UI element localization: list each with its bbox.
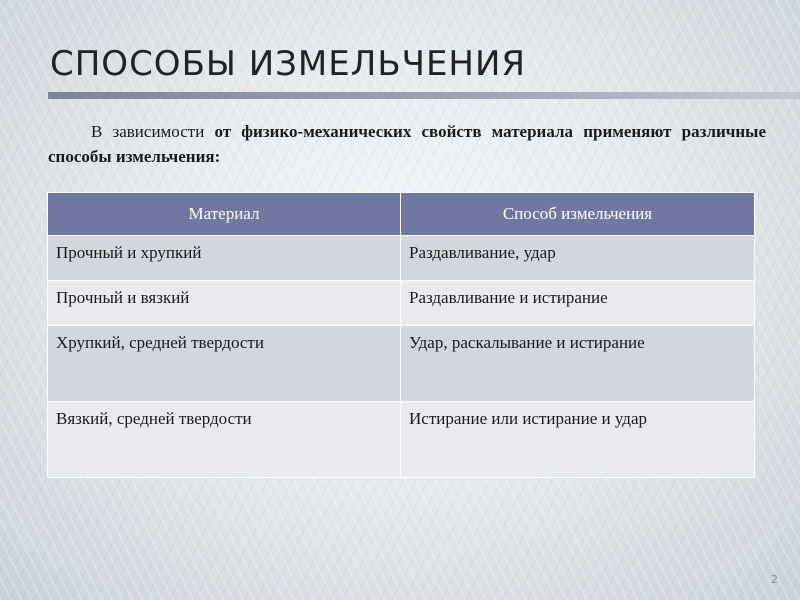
cell-material: Прочный и вязкий — [48, 281, 401, 326]
cell-method: Раздавливание и истирание — [401, 281, 755, 326]
cell-method: Раздавливание, удар — [401, 236, 755, 281]
intro-paragraph — [48, 119, 766, 169]
table-row — [48, 236, 755, 281]
header-grinding-method: Способ измельчения — [401, 193, 755, 236]
intro-text-regular: В зависимости — [91, 122, 215, 141]
table-row — [48, 281, 755, 326]
table-header-row — [48, 193, 755, 236]
cell-material: Вязкий, средней твердости — [48, 402, 401, 478]
page-number: 2 — [771, 573, 778, 586]
title-underline-bar — [48, 92, 800, 99]
cell-method: Удар, раскалывание и истирание — [401, 326, 755, 402]
cell-method: Истирание или истирание и удар — [401, 402, 755, 478]
cell-material: Хрупкий, средней твердости — [48, 326, 401, 402]
slide-title: СПОСОБЫ ИЗМЕЛЬЧЕНИЯ — [50, 44, 527, 84]
intro-text-bold: от физико-механических свойств материала применяют различные способы измельчения: — [48, 122, 766, 166]
table-row — [48, 326, 755, 402]
cell-material: Прочный и хрупкий — [48, 236, 401, 281]
grinding-methods-table — [47, 192, 755, 478]
table-row — [48, 402, 755, 478]
header-material: Материал — [48, 193, 401, 236]
